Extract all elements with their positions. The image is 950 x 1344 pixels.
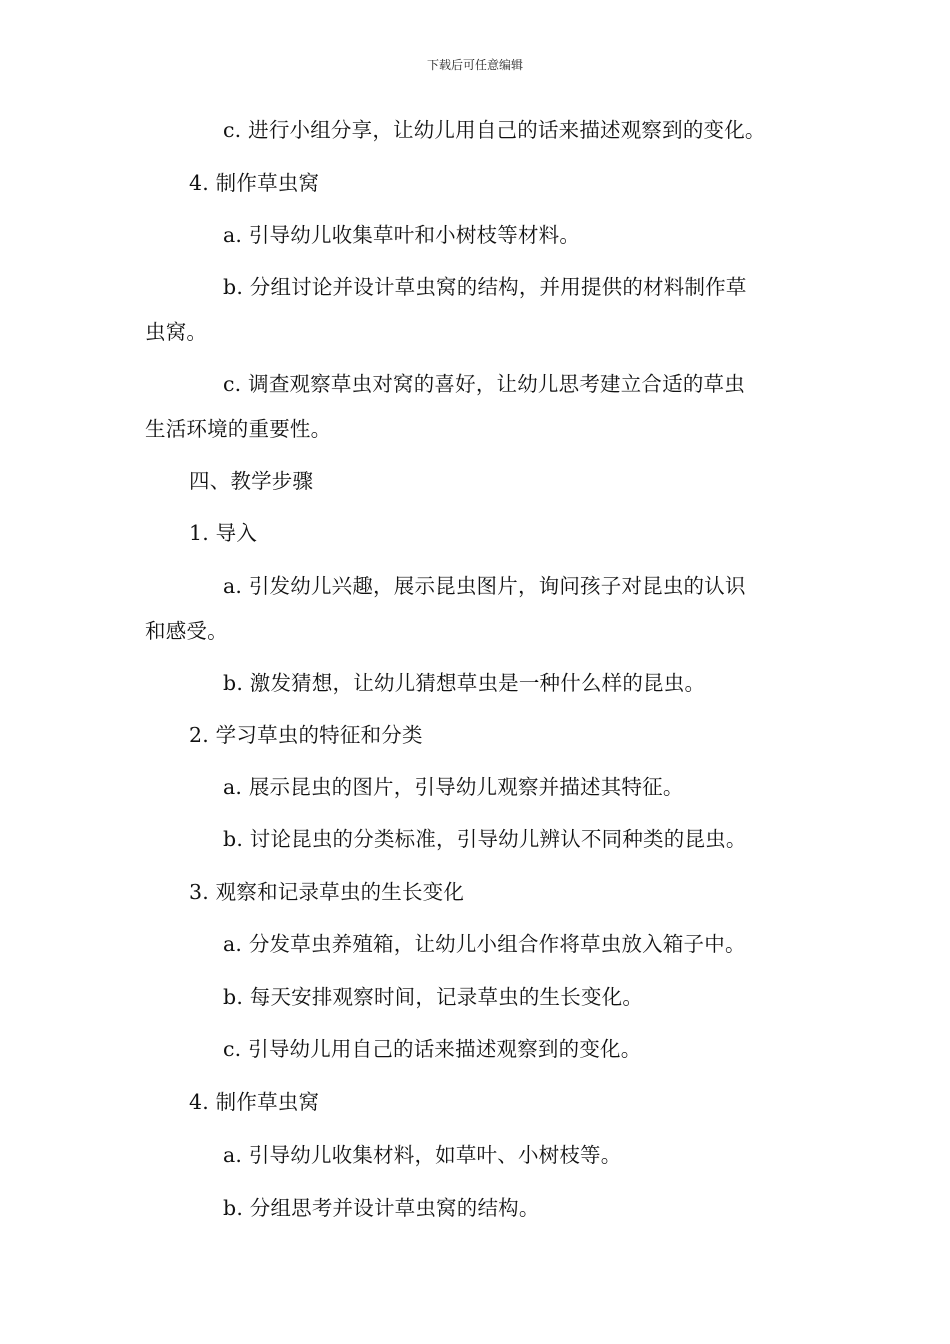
- step-4-make-nest-heading-repeat: 4. 制作草虫窝: [189, 1090, 320, 1114]
- step-3-observe-record-heading: 3. 观察和记录草虫的生长变化: [189, 880, 465, 904]
- sub-item-a-spark-interest: a. 引发幼儿兴趣，展示昆虫图片，询问孩子对昆虫的认识: [223, 574, 746, 598]
- section-heading-teaching-steps: 四、教学步骤: [189, 469, 314, 493]
- step-2-features-heading: 2. 学习草虫的特征和分类: [189, 723, 423, 747]
- sub-item-b-daily-observation: b. 每天安排观察时间，记录草虫的生长变化。: [223, 985, 644, 1009]
- sub-item-b-design-structure: b. 分组思考并设计草虫窝的结构。: [223, 1196, 540, 1220]
- sub-item-a-collect-materials-repeat: a. 引导幼儿收集材料，如草叶、小树枝等。: [223, 1143, 622, 1167]
- page-header: 下载后可任意编辑: [426, 58, 523, 72]
- step-4-make-nest-heading: 4. 制作草虫窝: [189, 171, 320, 195]
- sub-item-a-collect-materials: a. 引导幼儿收集草叶和小树枝等材料。: [223, 223, 581, 247]
- sub-item-a-show-pictures: a. 展示昆虫的图片，引导幼儿观察并描述其特征。: [223, 775, 684, 799]
- sub-item-a-spark-interest-continued: 和感受。: [145, 619, 228, 643]
- step-1-introduction-heading: 1. 导入: [189, 521, 258, 545]
- sub-item-c-investigate-preference: c. 调查观察草虫对窝的喜好，让幼儿思考建立合适的草虫: [223, 372, 745, 396]
- sub-item-c-investigate-preference-continued: 生活环境的重要性。: [145, 417, 332, 441]
- sub-item-b-classification: b. 讨论昆虫的分类标准，引导幼儿辨认不同种类的昆虫。: [223, 827, 747, 851]
- sub-item-b-guess: b. 激发猜想，让幼儿猜想草虫是一种什么样的昆虫。: [223, 671, 706, 695]
- sub-item-a-distribute-boxes: a. 分发草虫养殖箱，让幼儿小组合作将草虫放入箱子中。: [223, 932, 746, 956]
- sub-item-b-design-nest-continued: 虫窝。: [145, 320, 208, 344]
- sub-item-b-design-nest: b. 分组讨论并设计草虫窝的结构，并用提供的材料制作草: [223, 275, 747, 299]
- sub-item-c-group-share: c. 进行小组分享，让幼儿用自己的话来描述观察到的变化。: [223, 118, 766, 142]
- sub-item-c-describe-changes: c. 引导幼儿用自己的话来描述观察到的变化。: [223, 1037, 642, 1061]
